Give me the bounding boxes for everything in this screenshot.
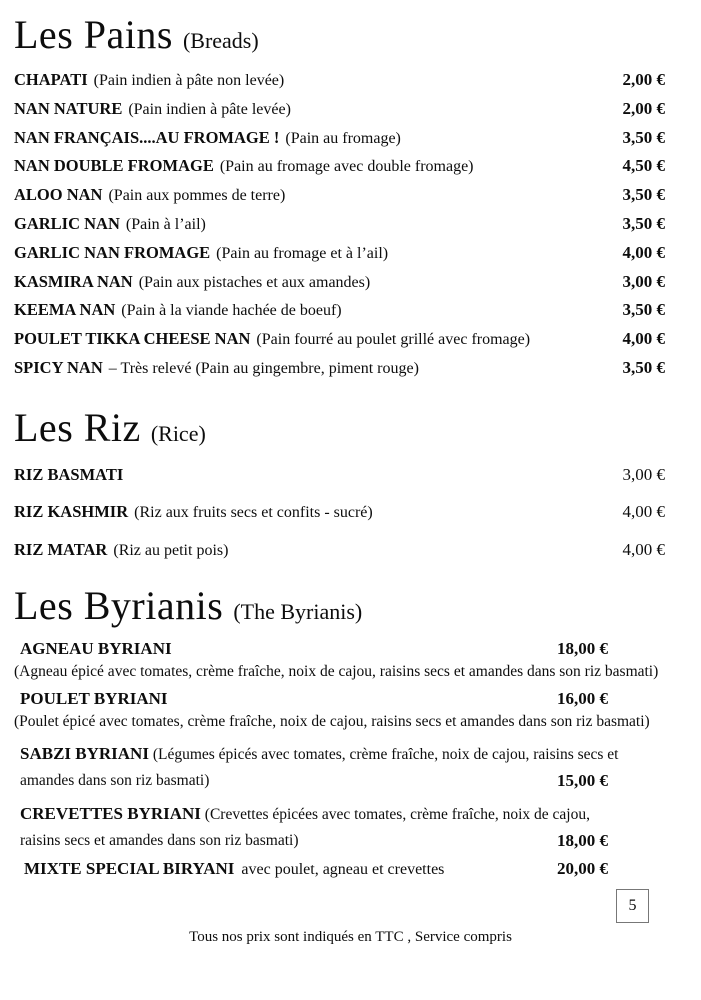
item-price: 3,50 € <box>622 185 665 205</box>
menu-item-poulet-byriani <box>14 687 665 734</box>
item-price: 3,50 € <box>622 300 665 320</box>
item-desc: (Pain indien à pâte non levée) <box>93 72 285 89</box>
item-price: 4,00 € <box>622 539 665 559</box>
item-price: 4,00 € <box>622 242 665 262</box>
item-desc: (Crevettes épicées avec tomates, crème fraîche, noix de cajou, raisins secs et amandes dans son riz basmati) <box>20 805 590 849</box>
item-name: POULET TIKKA CHEESE NAN <box>14 329 251 349</box>
menu-item-garlic-nan <box>14 210 665 239</box>
page-number <box>616 889 649 923</box>
menu-item-riz-matar <box>14 536 665 565</box>
item-price: 18,00 € <box>557 830 608 850</box>
item-desc: (Pain au fromage et à l’ail) <box>216 244 389 262</box>
page-number-value: 5 <box>628 897 637 914</box>
item-price: 3,00 € <box>622 271 665 291</box>
byrianis-list <box>14 637 665 882</box>
item-price: 16,00 € <box>557 689 608 709</box>
item-name: KEEMA NAN <box>14 300 116 320</box>
footer-note: Tous nos prix sont indiqués en TTC , Service compris <box>189 929 512 945</box>
item-price: 4,00 € <box>622 501 665 521</box>
section-subtitle-pains: (Breads) <box>182 28 259 53</box>
section-subtitle-riz: (Rice) <box>150 420 206 446</box>
item-name: AGNEAU BYRIANI <box>20 638 172 658</box>
item-price: 4,50 € <box>622 156 665 176</box>
item-name: ALOO NAN <box>14 185 103 205</box>
menu-item-garlic-nan-fromage <box>14 239 665 268</box>
item-desc: (Pain indien à pâte levée) <box>128 100 291 118</box>
item-name: GARLIC NAN FROMAGE <box>14 242 211 262</box>
item-desc: (Riz au petit pois) <box>113 541 229 559</box>
item-desc: (Pain à l’ail) <box>125 215 206 233</box>
item-desc: (Riz aux fruits secs et confits - sucré) <box>134 503 373 521</box>
item-desc: (Pain fourré au poulet grillé avec fromage) <box>256 331 531 349</box>
menu-item-agneau-byriani <box>14 637 665 684</box>
item-desc: (Pain à la viande hachée de boeuf) <box>121 302 342 320</box>
menu-item-nan-francais <box>14 124 665 153</box>
item-desc: (Agneau épicé avec tomates, crème fraîche, noix de cajou, raisins secs et amandes dans son riz basmati) <box>14 662 659 680</box>
item-name: NAN FRANÇAIS....AU FROMAGE ! <box>14 127 280 147</box>
menu-item-keema-nan <box>14 296 665 325</box>
menu-item-nan-nature <box>14 95 665 124</box>
menu-item-sabzi-byriani <box>14 741 665 794</box>
item-price: 3,50 € <box>622 213 665 233</box>
section-title-riz: Les Riz <box>14 404 141 450</box>
section-header-pains <box>14 12 665 58</box>
item-name: MIXTE SPECIAL BIRYANI <box>24 858 235 878</box>
menu-item-chapati <box>14 66 665 95</box>
riz-list <box>14 461 665 565</box>
menu-item-poulet-tikka-cheese-nan <box>14 325 665 354</box>
item-name: RIZ KASHMIR <box>14 501 129 521</box>
item-name: SABZI BYRIANI <box>20 743 149 763</box>
item-price: 4,00 € <box>622 329 665 349</box>
item-name: KASMIRA NAN <box>14 271 133 291</box>
item-name: RIZ BASMATI <box>14 464 124 484</box>
menu-item-kasmira-nan <box>14 268 665 297</box>
section-title-pains: Les Pains <box>14 12 173 57</box>
item-desc: (Pain au fromage avec double fromage) <box>219 158 474 176</box>
section-title-byrianis: Les Byrianis <box>14 582 224 628</box>
section-header-riz <box>14 405 665 451</box>
item-name: POULET BYRIANI <box>20 689 168 709</box>
item-name: NAN DOUBLE FROMAGE <box>14 156 214 176</box>
item-desc: avec poulet, agneau et crevettes <box>241 860 445 878</box>
item-name: SPICY NAN <box>14 357 103 377</box>
item-price: 3,50 € <box>622 357 665 377</box>
item-price: 2,00 € <box>622 98 665 118</box>
item-name: CHAPATI <box>14 70 88 89</box>
item-price: 2,00 € <box>622 70 665 89</box>
section-subtitle-byrianis: (The Byrianis) <box>233 598 363 624</box>
menu-item-aloo-nan <box>14 181 665 210</box>
item-desc: (Poulet épicé avec tomates, crème fraîche, noix de cajou, raisins secs et amandes dans son riz basmati) <box>14 713 650 731</box>
pains-list <box>14 66 665 383</box>
menu-item-riz-kashmir <box>14 498 665 527</box>
section-header-byrianis <box>14 583 665 629</box>
item-desc: (Légumes épicés avec tomates, crème fraîche, noix de cajou, raisins secs et amandes dans son riz basmati) <box>20 745 619 789</box>
item-desc: (Pain aux pistaches et aux amandes) <box>138 273 371 291</box>
menu-item-spicy-nan <box>14 354 665 383</box>
item-price: 20,00 € <box>557 858 608 878</box>
item-price: 18,00 € <box>557 638 608 658</box>
item-name: NAN NATURE <box>14 98 123 118</box>
item-price: 3,50 € <box>622 127 665 147</box>
item-name: CREVETTES BYRIANI <box>20 803 201 823</box>
item-name: GARLIC NAN <box>14 213 120 233</box>
item-price: 3,00 € <box>622 464 665 484</box>
item-desc: (Pain aux pommes de terre) <box>108 187 286 205</box>
item-desc: – Très relevé (Pain au gingembre, piment rouge) <box>108 359 419 377</box>
menu-item-nan-double-fromage <box>14 152 665 181</box>
menu-item-crevettes-byriani <box>14 801 665 854</box>
item-name: RIZ MATAR <box>14 539 108 559</box>
menu-item-riz-basmati <box>14 461 665 489</box>
item-price: 15,00 € <box>557 770 608 790</box>
menu-item-mixte-special-biryani <box>14 856 665 882</box>
item-desc: (Pain au fromage) <box>285 129 401 147</box>
